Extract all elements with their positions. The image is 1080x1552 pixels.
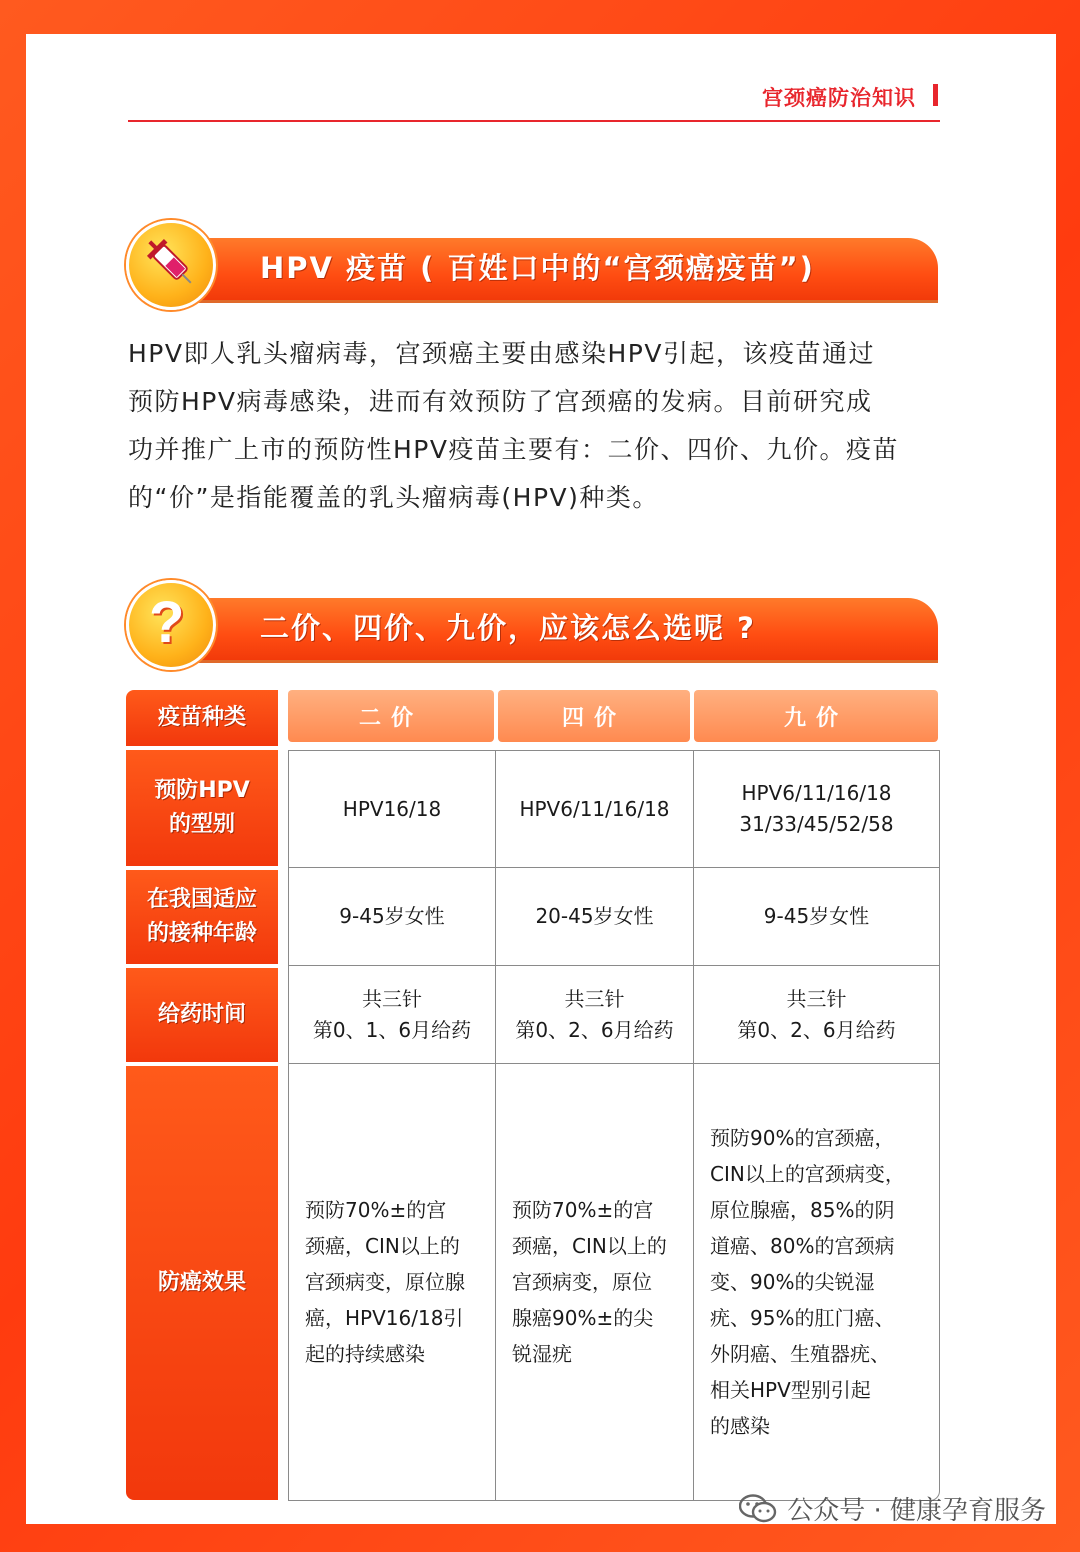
- row-header-line: 防癌效果: [157, 1270, 246, 1295]
- page: [26, 34, 1056, 1524]
- row-header-age: [126, 870, 278, 964]
- cell-line: 预防70%±的宫: [512, 1198, 654, 1222]
- table-cell: [693, 965, 940, 1064]
- row-header-line: 在我国适应: [146, 887, 257, 912]
- row-header-effect: [126, 1066, 278, 1500]
- row-header-schedule: [126, 968, 278, 1062]
- column-header-quadrivalent: 四价: [498, 690, 690, 742]
- intro-line: 功并推广上市的预防性HPV疫苗主要有：二价、四价、九价。疫苗: [128, 435, 899, 464]
- intro-paragraph: [128, 330, 948, 522]
- cell-line: 共三针: [564, 986, 625, 1011]
- footer-text: 公众号 · 健康孕育服务: [787, 1496, 1046, 1526]
- cell-line: 外阴癌、生殖器疣、: [710, 1342, 890, 1366]
- cell-line: 腺癌90%±的尖: [512, 1306, 654, 1330]
- table-cell: [495, 965, 694, 1064]
- cell-text-block: [710, 1120, 905, 1444]
- cell-line: 癌，HPV16/18引: [305, 1306, 464, 1330]
- syringe-icon: [139, 231, 203, 295]
- table-cell: [693, 1063, 940, 1501]
- row-header-line: 预防HPV: [154, 778, 250, 803]
- cell-text-block: [305, 1192, 465, 1372]
- table-corner-header: 疫苗种类: [126, 690, 278, 746]
- cell-line: 原位腺癌，85%的阴: [710, 1198, 895, 1222]
- cell-line: 道癌、80%的宫颈病: [710, 1234, 895, 1258]
- section-title-vaccine: HPV 疫苗 ( 百姓口中的“宫颈癌疫苗”): [260, 251, 815, 285]
- cell-line: HPV6/11/16/18: [519, 796, 670, 821]
- cell-line: 9-45岁女性: [763, 904, 870, 928]
- cell-line: 9-45岁女性: [339, 904, 445, 928]
- cell-line: 第0、1、6月给药: [312, 1017, 472, 1042]
- row-header-line: 的接种年龄: [146, 921, 257, 946]
- cell-line: 的感染: [710, 1414, 770, 1438]
- cell-line: 共三针: [786, 986, 847, 1011]
- table-cell: [288, 867, 496, 966]
- table-cell: [495, 867, 694, 966]
- table-cell: [288, 965, 496, 1064]
- intro-line: 的“价”是指能覆盖的乳头瘤病毒(HPV)种类。: [128, 483, 659, 512]
- cell-line: 预防70%±的宫: [305, 1198, 447, 1222]
- cell-line: 颈癌，CIN以上的: [305, 1234, 460, 1258]
- cell-line: 起的持续感染: [305, 1342, 425, 1366]
- row-header-line: 的型别: [168, 812, 235, 837]
- cell-line: HPV16/18: [342, 796, 442, 821]
- cell-line: 第0、2、6月给药: [737, 1017, 896, 1042]
- column-header-nonavalent: 九价: [694, 690, 938, 742]
- cell-line: 变、90%的尖锐湿: [710, 1270, 875, 1294]
- table-cell: [693, 750, 940, 868]
- cell-line: 共三针: [362, 986, 422, 1011]
- cell-line: 疣、95%的肛门癌、: [710, 1306, 895, 1330]
- section-banner-choose: [126, 590, 938, 660]
- cell-line: HPV6/11/16/18: [741, 781, 892, 805]
- intro-line: HPV即人乳头瘤病毒，宫颈癌主要由感染HPV引起，该疫苗通过: [128, 339, 875, 368]
- cell-line: 宫颈病变，原位: [512, 1270, 652, 1294]
- syringe-badge: [126, 220, 216, 310]
- section-banner-vaccine: [126, 230, 938, 300]
- cell-line: 宫颈病变，原位腺: [305, 1270, 465, 1294]
- row-header-line: 给药时间: [157, 1002, 246, 1027]
- table-cell: [288, 1063, 496, 1501]
- table-cell: [693, 867, 940, 966]
- intro-line: 预防HPV病毒感染，进而有效预防了宫颈癌的发病。目前研究成: [128, 387, 873, 416]
- header-title: 宫颈癌防治知识: [762, 86, 916, 110]
- cell-line: 预防90%的宫颈癌，: [710, 1126, 895, 1150]
- header-divider: [128, 120, 940, 122]
- question-icon: ?: [149, 590, 185, 655]
- cell-line: 锐湿疣: [512, 1342, 572, 1366]
- table-cell: [495, 750, 694, 868]
- cell-line: 相关HPV型别引起: [710, 1378, 871, 1402]
- section-title-choose: 二价、四价、九价，应该怎么选呢 ?: [260, 611, 756, 645]
- column-header-bivalent: 二价: [288, 690, 494, 742]
- cell-line: 颈癌，CIN以上的: [512, 1234, 667, 1258]
- wechat-icon: [739, 1494, 777, 1524]
- cell-line: 第0、2、6月给药: [515, 1017, 674, 1042]
- table-cell: [495, 1063, 694, 1501]
- table-cell: [288, 750, 496, 868]
- question-badge: [126, 580, 216, 670]
- cell-line: CIN以上的宫颈病变，: [710, 1162, 905, 1186]
- cell-line: 31/33/45/52/58: [739, 812, 894, 836]
- header-accent-bar: [933, 84, 938, 106]
- cell-line: 20-45岁女性: [535, 904, 654, 928]
- row-header-types: [126, 750, 278, 866]
- footer-watermark: [739, 1490, 1046, 1527]
- cell-text-block: [512, 1192, 667, 1372]
